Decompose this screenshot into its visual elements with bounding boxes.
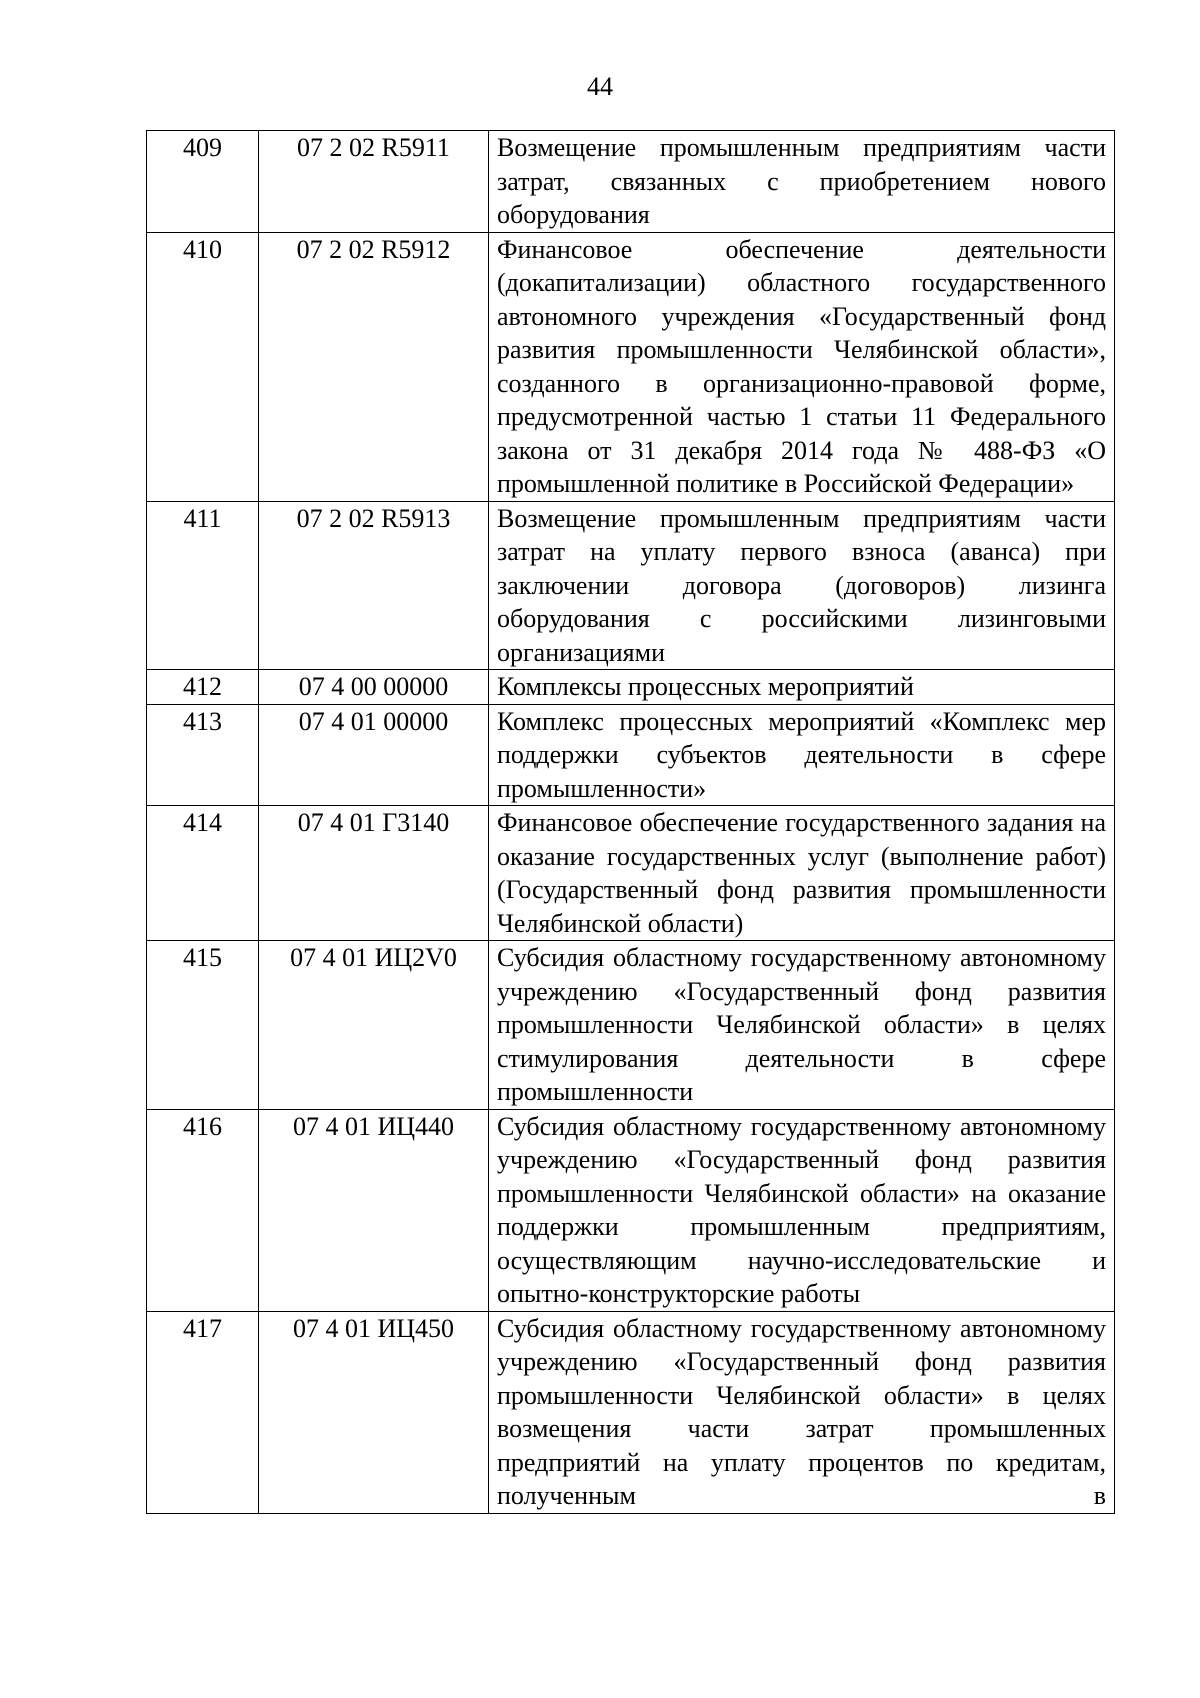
budget-classification-table [146, 130, 1115, 1514]
classification-code: 07 2 02 R5911 [259, 131, 489, 233]
row-number: 413 [147, 704, 259, 806]
expense-name: Возмещение промышленным предприятиям части затрат на уплату первого взноса (аванса) при заключении договора (договоров) лизинга оборудования с российскими лизинговыми организациями [489, 501, 1115, 670]
expense-name: Финансовое обеспечение государственного задания на оказание государственных услуг (выполнение работ) (Государственный фонд развития промышленности Челябинской области) [489, 806, 1115, 941]
table-row [147, 1109, 1115, 1311]
table-row [147, 704, 1115, 806]
expense-name: Финансовое обеспечение деятельности (докапитализации) областного государственного автономного учреждения «Государственный фонд развития промышленности Челябинской области», созданного в организационно-правовой форме, предусмотренной частью 1 статьи 11 Федерального закона от 31 декабря 2014 года № 488-ФЗ «О промышленной политике в Российской Федерации» [489, 232, 1115, 501]
classification-code: 07 2 02 R5913 [259, 501, 489, 670]
classification-code: 07 4 00 00000 [259, 670, 489, 705]
expense-name: Субсидия областному государственному автономному учреждению «Государственный фонд развития промышленности Челябинской области» в целях стимулирования деятельности в сфере промышленности [489, 941, 1115, 1110]
table-row [147, 670, 1115, 705]
table-row [147, 131, 1115, 233]
page-number: 44 [587, 72, 613, 101]
expense-name: Субсидия областному государственному автономному учреждению «Государственный фонд развития промышленности Челябинской области» в целях возмещения части затрат промышленных предприятий на уплату процентов по кредитам, полученным в [489, 1311, 1115, 1513]
classification-code: 07 2 02 R5912 [259, 232, 489, 501]
row-number: 417 [147, 1311, 259, 1513]
row-number: 412 [147, 670, 259, 705]
row-number: 415 [147, 941, 259, 1110]
row-number: 414 [147, 806, 259, 941]
table-row [147, 1311, 1115, 1513]
table-row [147, 501, 1115, 670]
row-number: 409 [147, 131, 259, 233]
table-row [147, 806, 1115, 941]
classification-code: 07 4 01 ИЦ440 [259, 1109, 489, 1311]
classification-code: 07 4 01 Г3140 [259, 806, 489, 941]
expense-name: Комплекс процессных мероприятий «Комплекс мер поддержки субъектов деятельности в сфере промышленности» [489, 704, 1115, 806]
row-number: 416 [147, 1109, 259, 1311]
classification-code: 07 4 01 00000 [259, 704, 489, 806]
row-number: 411 [147, 501, 259, 670]
expense-name: Субсидия областному государственному автономному учреждению «Государственный фонд развития промышленности Челябинской области» на оказание поддержки промышленным предприятиям, осуществляющим научно-исследовательские и опытно-конструкторские работы [489, 1109, 1115, 1311]
expense-name: Комплексы процессных мероприятий [489, 670, 1115, 705]
table-row [147, 941, 1115, 1110]
table-row [147, 232, 1115, 501]
classification-code: 07 4 01 ИЦ2V0 [259, 941, 489, 1110]
expense-name: Возмещение промышленным предприятиям части затрат, связанных с приобретением нового оборудования [489, 131, 1115, 233]
classification-code: 07 4 01 ИЦ450 [259, 1311, 489, 1513]
row-number: 410 [147, 232, 259, 501]
